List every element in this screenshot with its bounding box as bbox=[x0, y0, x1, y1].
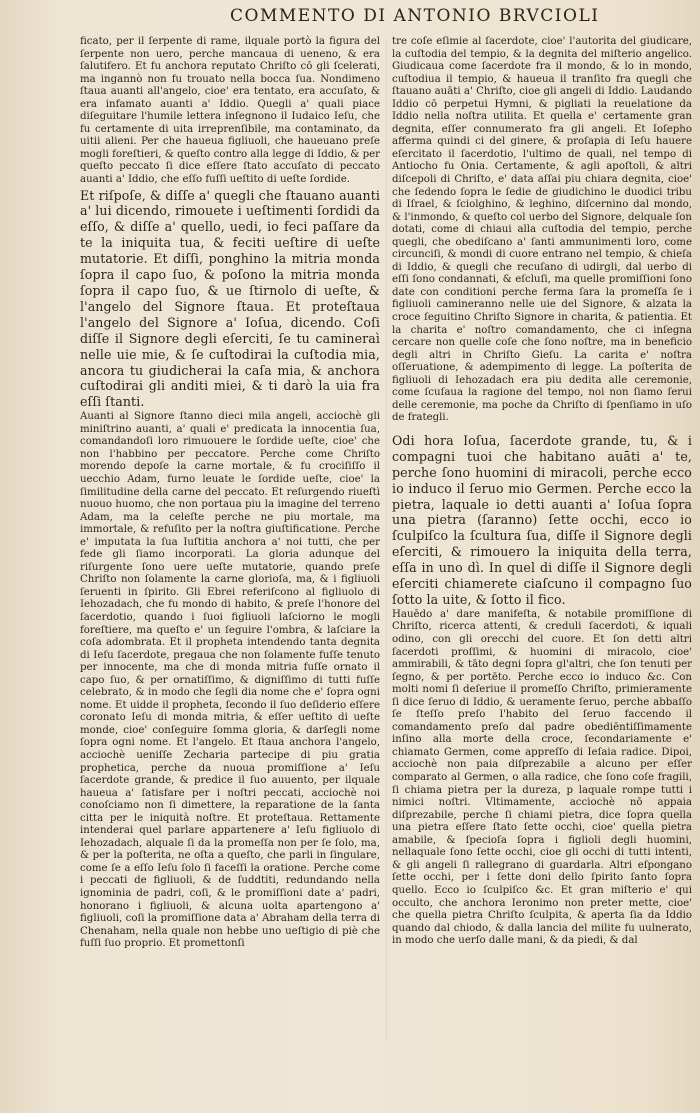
right-column bbox=[392, 36, 692, 948]
commentary-paragraph: Hauēdo a' dare manifeſta, & notabile promiſſione di Chriſto, ricerca attenti, & creduli ſacerdoti, & iquali odino, con gli orecchi del cuore. Et ſon detti altri ſacerdoti proſſimi, & huomini di miracolo, cioe' ammirabili, & tāto degni ſopra gl'altri, che ſon tenuti per ſegno, & per portēto. Perche ecco io induco &c. Con molti nomi ſi deſeriue il promeſſo Chriſto, primieramente ſi dice ſeruo di Iddio, & ueramente ſeruo, perche abbaſſo ſe ſteſſo preſo l'habito del ſeruo faccendo il comandamento preſo dal padre obediēntiſſimamente inſino alla morte della croce, ſecondariamente e' chiamato Germen, come appreſſo di Ieſaia radice. Dipoi, acciochè non paia diſprezabile a alcuno per eſſer comparato al Germen, o alla radice, che ſono coſe fragili, ſi chiama pietra per la dureza, p laquale rompe tutti i nimici noſtri. Vltimamente, acciochè nō appaia diſprezabile, perche ſi chiami pietra, dice ſopra quella una pietra eſſere ſtato ſette occhi, cioe' quella pietra amabile, & ſpecioſa ſopra i figlioli degli huomini, nellaquale ſono ſette occhi, cioe gli occhi di tutti intenti, & gli angeli ſi rallegrano di guardarla. Altri eſpongano ſette occhi, per i ſette doni dello ſpirito ſanto ſopra quello. Ecco io ſculpiſco &c. Et gran miſterio e' qui occulto, che anchora Ieronimo non preter mette, cioe' che quella pietra Chriſto ſculpita, & aperta ſia da Iddio quando dal chiodo, & dalla lancia del milite fu uulnerato, in modo che uerſo dalle mani, & da piedi, & dal bbox=[392, 608, 692, 947]
column-gutter bbox=[386, 40, 387, 1040]
scripture-passage: Et riſpoſe, & diſſe a' quegli che ſtauano auanti a' lui dicendo, rimouete i ueſtimenti ſordidi da eſſo, & diſſe a' quello, uedi, io feci paſſare da te la iniquita tua, & feciti ueſtire di ueſte mutatorie. Et diſſi, ponghino la mitria monda ſopra il capo ſuo, & poſono la mitria monda ſopra il capo ſuo, & ue ſtirnolo di ueſte, & l'angelo del Signore ſtaua. Et proteſtaua l'angelo del Signore a' Ioſua, dicendo. Coſi diſſe il Signore degli eſerciti, ſe tu camineraì nelle uie mie, & ſe cuſtodirai la cuſtodia mia, ancora tu giudicherai la caſa mia, & anchora cuſtodirai gli anditi miei, & ti darò la uia fra eſſi ſtanti. bbox=[80, 187, 380, 410]
commentary-paragraph: ficato, per il ſerpente di rame, ilquale portò la figura del ſerpente non uero, perche mancaua di ueneno, & era ſalutifero. Et fu anchora reputato Chriſto cō gli ſcelerati, ma ingannò non fu trouato nella bocca ſua. Nondimeno ſtaua auanti all'angelo, cioe' era tentato, era accuſato, & era infamato auanti a' Iddio. Quegli a' quali piace diſeguitare l'humile lettera inſegnono il Iudaico Ieſu, che fu certamente di uita irreprenſibile, ma contaminato, da uitii alieni. Per che haueua figliuoli, che haueuano preſe mogli foreſtieri, & queſto contro alla legge di Iddio, & per queſto peccato ſi dice eſſere ſtato accuſato di peccato auanti a' Iddio, che eſſo fuſſi ueſtito di ueſte ſordide. bbox=[80, 36, 380, 186]
scripture-passage: Odi hora Ioſua, ſacerdote grande, tu, & i compagni tuoi che habitano auāti a' te, perche ſono huomini di miracoli, perche ecco io induco il ſeruo mio Germen. Perche ecco la pietra, laquale io detti auanti a' Ioſua ſopra una pietra (ſaranno) ſette occhi, ecco io ſculpiſco la ſcultura ſua, diſſe il Signore degli eſerciti, & rimouero la iniquita della terra, eſſa in uno dì. In quel di diſſe il Signore degli eſerciti chiamerete ciaſcuno il compagno ſuo ſotto la uite, & ſotto il fico. bbox=[392, 432, 692, 608]
commentary-paragraph: Auanti al Signore ſtanno dieci mila angeli, acciochè gli miniſtrino auanti, a' quali e' predicata la innocentia ſua, comandandoſi loro rimuouere le ſordide ueſte, cioe' che non l'habbino per peccatore. Perche come Chriſto morendo depoſe la carne mortale, & fu crociſiſſo il uecchio Adam, furno leuate le ſordide ueſte, cioe' la ſimilitudine della carne del peccato. Et reſurgendo riueſtì nuouo huomo, che non portaua piu la imagine del terreno Adam, ma la celeſte perche ne piu mortale, ma immortale, & refuſito per la noſtra giuſtificatione. Perche e' imputata la ſua Iuſtitia anchora a' noi tutti, che per fede gli ſiamo incorporati. La gloria adunque del riſurgente ſono uere ueſte mutatorie, quando preſe Chriſto non ſolamente la carne glorioſa, ma, & i figliuoli ſeruenti in ſpirito. Gli Ebrei referiſcono al figliuolo di Iehozadach, che fu mondo di habito, & preſe l'honore del ſacerdotio, quando i ſuoi figliuoli laſciorno le mogli foreſtiere, ma queſto e' un ſeguire l'ombra, & laſciare la coſa adombrata. Et il propheta intendendo tanta degnita di Ieſu ſacerdote, pregaua che non ſolamente fuſſe tenuto per innocente, ma che di monda mitria fuſſe ornato il capo ſuo, & per ornatiſſimo, & digniſſimo di tutti fuſſe celebrato, & in modo che ſegli dia nome che e' ſopra ogni nome. Et uidde il propheta, ſecondo il ſuo deſiderio eſſere coronato Ieſu di monda mitria, & eſſer ueſtito di ueſte monde, cioe' conſeguire ſomma gloria, & darſegli nome ſopra ogni nome. Et l'angelo. Et ſtaua anchora l'angelo, acciochè ueniſſe Zecharia partecipe di piu gratia prophetica, perche da nuoua promiſſione a' Ieſu ſacerdote grande, & predice il ſuo auuento, per ilquale haueua a' ſatisfare per i noſtri peccati, acciochè noi conoſciamo non ſi dimettere, la reparatione de la ſanta citta per le iniquità noſtre. Et proteſtaua. Rettamente intenderai quel parlare appartenere a' Ieſu figliuolo di Iehozadach, alquale ſi da la promeſſa non per ſe ſolo, ma, & per la poſterita, ne oſta a queſto, che parli in ſingulare, come ſe a eſſo Ieſu ſolo ſi faceſſi la oratione. Perche come i peccati de figliuoli, & de ſuddtiti, redundando nella ignominia de padri, coſi, & le promiſſioni date a' padri, honorano i figliuoli, & alcuna uolta apartengono a' figliuoli, coſi la promiſſione data a' Abraham della terra di Chenaham, nella quale non hebbe uno ueſtigio di piè che fuſſi ſuo proprio. Et promettonſi bbox=[80, 411, 380, 950]
running-title: COMMENTO DI ANTONIO BRVCIOLI bbox=[230, 6, 600, 26]
left-column bbox=[80, 36, 380, 951]
commentary-paragraph: tre coſe eſimie al ſacerdote, cioe' l'autorita del giudicare, la cuſtodia del tempio, & la degnita del miſterio angelico. Giudicaua come ſacerdote fra il mondo, & lo in mondo, cuſtodiua il tempio, & haueua il tranſito fra quegli che ſtauano auāti a' Chriſto, cioe gli angeli di Iddio. Laudando Iddio cō perpetui Hymni, & pigliati la reuelatione da Iddio nella noſtra utilita. Et quella e' certamente gran degnita, eſſer connumerato fra gli angeli. Et Ioſepho afferma quindi ci del ginere, & proſapia di Ieſu hauere eſercitato il ſacerdotio, l'ultimo de quali, nel tempo di Antiocho fu Onia. Certamente, & agli apoſtoli, & altri diſcepoli di Chriſto, e' data aſſai piu chiara degnita, cioe' che ſedendo ſopra le ſedie de giudichino le duodici tribu di Iſrael, & ſciolghino, & leghino, diſcernino dal mondo, & l'inmondo, & queſto col uerbo del Signore, delquale ſon dotati, come di chiaui alla cuſtodia del tempio, perche quegli, che obediſcano a' ſanti ammunimenti loro, come circunciſi, & mondi di cuore entrano nel tempio, & chieſa di Iddio, & quegli che recuſano di udirgli, dal uerbo di eſſi ſono condannati, & eſcluſi, ma quelle promiſſioni ſono date con conditioni perche ferma ſara la promeſſa ſe i figliuoli camineranno nelle uie del Signore, & alzata la croce ſeguitino Chriſto Signore in charita, & patientia. Et la charita e' noſtro comandamento, che ci inſegna cercare non quelle coſe che ſono noſtre, ma in beneficio degli altri in Chriſto Gieſu. La carita e' noſtra oſſeruatione, & adempimento di legge. La poſterita de figliuoli di Iehozadach era piu dedita alle ceremonie, come ſcuſaua la ragione del tempo, noi non ſiamo ſerui delle ceremonie, ma poche da Chriſto di ſpenſiamo in uſo de frategli. bbox=[392, 36, 692, 424]
bottom-margin bbox=[0, 1050, 700, 1113]
